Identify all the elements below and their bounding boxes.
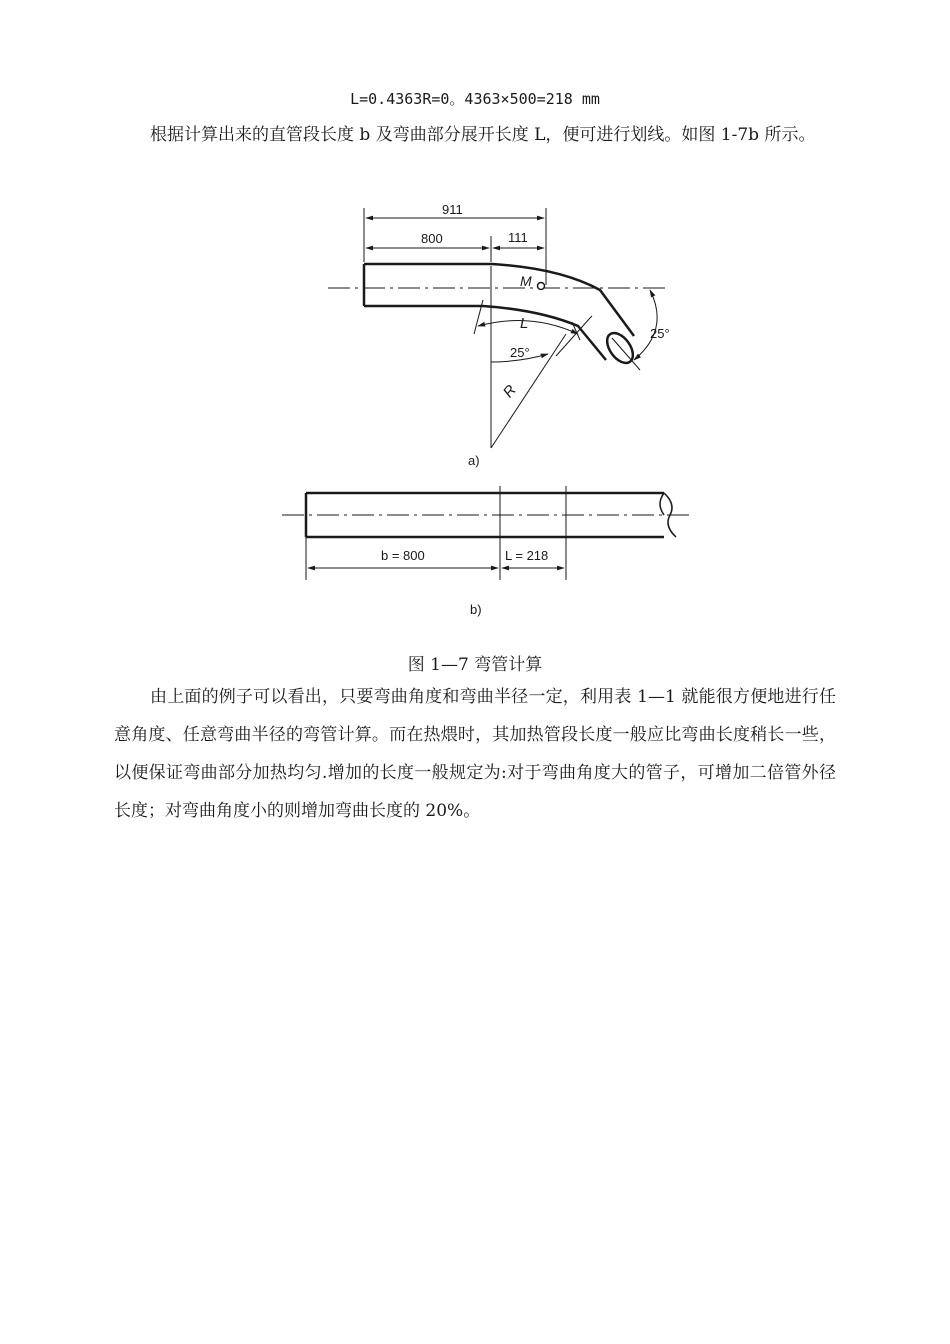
sublabel-a: a) [468,453,480,468]
formula-line: L=0.4363R=0。4363×500=218 mm [350,90,600,108]
label-angle-inner: 25° [510,345,530,360]
figure-a [328,208,668,448]
figure-b [282,486,690,580]
dim-label-911: 911 [442,202,463,217]
label-b-800: b = 800 [381,548,425,563]
sublabel-b: b) [470,602,482,617]
figure-caption: 图 1—7 弯管计算 [407,655,543,675]
label-r: R [499,381,520,402]
dim-label-800: 800 [421,231,443,246]
label-angle-outer: 25° [650,326,670,341]
paragraph-1: 根据计算出来的直管段长度 b 及弯曲部分展开长度 L，便可进行划线。如图 1-7b 所示。 [150,125,816,145]
label-l-218: L = 218 [505,548,549,563]
figure-1-7 [0,190,950,620]
dim-label-111: 111 [508,230,528,245]
label-m: M [520,273,532,289]
label-l: L [520,315,529,332]
paragraph-2: 由上面的例子可以看出，只要弯曲角度和弯曲半径一定，利用表 1—1 就能很方便地进行任意角度、任意弯曲半径的弯管计算。而在热煨时，其加热管段长度一般应比弯曲长度稍长一些，以便保证弯曲部分加热均匀.增加的长度一般规定为:对于弯曲角度大的管子，可增加二倍管外径长度；对弯曲角度小的则增加弯曲长度的 20%。 [114,687,836,821]
point-m [538,283,545,290]
